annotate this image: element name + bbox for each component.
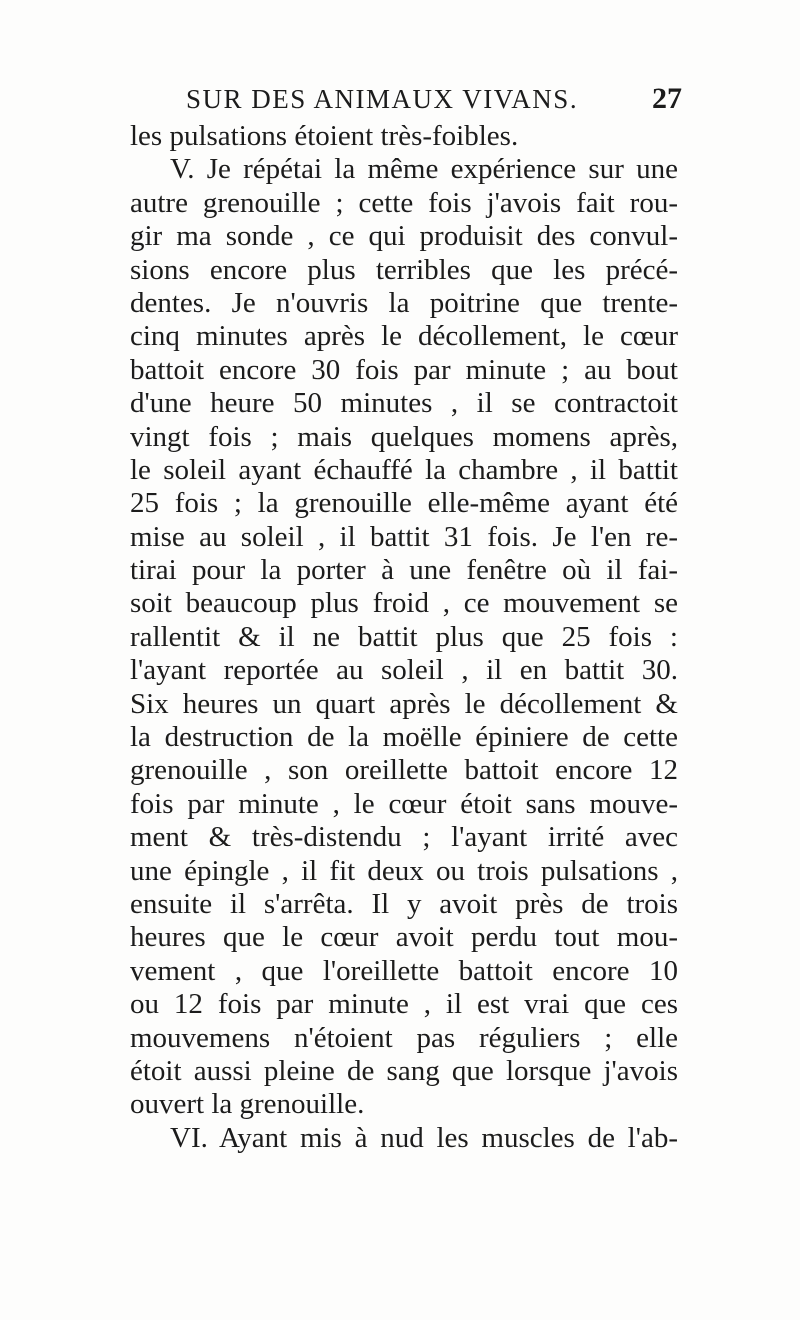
running-title: SUR DES ANIMAUX VIVANS. [186, 84, 579, 114]
text-line: Six heures un quart après le décollement & [130, 687, 678, 720]
text-line: mise au soleil , il battit 31 fois. Je l'en re- [130, 520, 678, 553]
text-line: 25 fois ; la grenouille elle-même ayant été [130, 487, 678, 520]
text-line: V. Je répétai la même expérience sur une [170, 153, 678, 186]
text-line: les pulsations étoient très-foibles. [130, 120, 519, 152]
text-line: soit beaucoup plus froid , ce mouvement se [130, 587, 678, 620]
text-line: autre grenouille ; cette fois j'avois fait rou- [130, 186, 678, 219]
text-line: cinq minutes après le décollement, le cœur [130, 320, 678, 353]
text-line: sions encore plus terribles que les précé- [130, 253, 678, 286]
text-line: vingt fois ; mais quelques momens après, [130, 420, 678, 453]
text-line: ou 12 fois par minute , il est vrai que ces [130, 988, 678, 1021]
text-line: heures que le cœur avoit perdu tout mou- [130, 921, 678, 954]
text-line: battoit encore 30 fois par minute ; au bout [130, 353, 678, 386]
text-line: gir ma sonde , ce qui produisit des convul- [130, 220, 678, 253]
text-line: la destruction de la moëlle épiniere de cette [130, 721, 678, 754]
text-line: tirai pour la porter à une fenêtre où il fai- [130, 554, 678, 587]
text-line: ment & très-distendu ; l'ayant irrité avec [130, 821, 678, 854]
text-line: mouvemens n'étoient pas réguliers ; elle [130, 1021, 678, 1054]
text-line: grenouille , son oreillette battoit encore 12 [130, 754, 678, 787]
page-number: 27 [652, 82, 682, 115]
text-line: dentes. Je n'ouvris la poitrine que trente- [130, 286, 678, 319]
text-line: le soleil ayant échauffé la chambre , il battit [130, 453, 678, 486]
text-line: d'une heure 50 minutes , il se contractoit [130, 387, 678, 420]
body-text [130, 120, 678, 1155]
text-line: étoit aussi pleine de sang que lorsque j'avois [130, 1054, 678, 1087]
text-line: une épingle , il fit deux ou trois pulsations , [130, 854, 678, 887]
text-line: VI. Ayant mis à nud les muscles de l'ab- [170, 1121, 678, 1154]
text-line: fois par minute , le cœur étoit sans mouve- [130, 787, 678, 820]
text-line: ensuite il s'arrêta. Il y avoit près de trois [130, 887, 678, 920]
text-line: ouvert la grenouille. [130, 1088, 365, 1121]
text-line: l'ayant reportée au soleil , il en battit 30. [130, 654, 678, 687]
text-line: vement , que l'oreillette battoit encore 10 [130, 954, 678, 987]
page-header [186, 84, 682, 120]
text-line: rallentit & il ne battit plus que 25 fois : [130, 620, 678, 653]
